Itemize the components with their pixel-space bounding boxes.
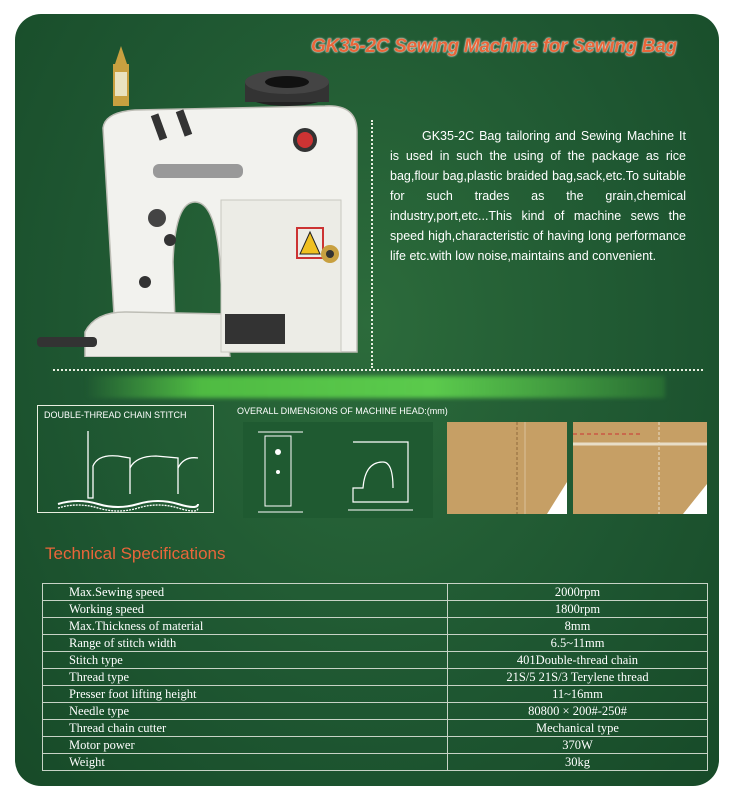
spec-value: 11~16mm	[448, 686, 708, 703]
table-row	[43, 635, 708, 652]
spec-value: 6.5~11mm	[448, 635, 708, 652]
spec-label: Needle type	[43, 703, 448, 720]
table-row	[43, 652, 708, 669]
table-row	[43, 720, 708, 737]
divider-glow	[85, 376, 665, 398]
spec-value: 1800rpm	[448, 601, 708, 618]
table-row	[43, 703, 708, 720]
bag-sample-image	[447, 422, 567, 514]
chain-stitch-diagram	[37, 405, 214, 513]
spec-label: Working speed	[43, 601, 448, 618]
spec-value: 80800 × 200#-250#	[448, 703, 708, 720]
spec-value: 30kg	[448, 754, 708, 771]
spec-table	[42, 583, 708, 771]
spec-label: Thread chain cutter	[43, 720, 448, 737]
sewing-machine-image	[25, 32, 365, 357]
spec-value: 370W	[448, 737, 708, 754]
page-title: GK35-2C Sewing Machine for Sewing Bag	[311, 36, 677, 57]
dimensions-label: OVERALL DIMENSIONS OF MACHINE HEAD:(mm)	[237, 406, 448, 416]
table-row	[43, 669, 708, 686]
bag-sample-image	[573, 422, 707, 514]
spec-label: Motor power	[43, 737, 448, 754]
spec-label: Max.Sewing speed	[43, 584, 448, 601]
spec-value: Mechanical type	[448, 720, 708, 737]
product-panel	[15, 14, 719, 786]
spec-value: 21S/5 21S/3 Terylene thread	[448, 669, 708, 686]
spec-title: Technical Specifications	[45, 544, 226, 563]
spec-label: Stitch type	[43, 652, 448, 669]
product-description: GK35-2C Bag tailoring and Sewing Machine It is used in such the using of the package as rice bag,flour bag,plastic braided bag,sack,etc.To suitable for such trades as the grain,chemical industry,port,etc...This kind of machine sews the speed high,characteristic of having long performance life etc.with low noise,maintains and convenient.	[390, 129, 686, 263]
dimensions-drawing	[243, 422, 433, 518]
table-row	[43, 686, 708, 703]
spec-label: Presser foot lifting height	[43, 686, 448, 703]
table-row	[43, 601, 708, 618]
spec-value: 2000rpm	[448, 584, 708, 601]
chain-stitch-icon	[38, 406, 213, 512]
vertical-divider	[371, 120, 373, 368]
spec-label: Weight	[43, 754, 448, 771]
spec-value: 401Double-thread chain	[448, 652, 708, 669]
table-row	[43, 584, 708, 601]
spec-label: Max.Thickness of material	[43, 618, 448, 635]
table-row	[43, 737, 708, 754]
chain-stitch-label: DOUBLE-THREAD CHAIN STITCH	[44, 410, 187, 420]
table-row	[43, 618, 708, 635]
spec-label: Range of stitch width	[43, 635, 448, 652]
table-row	[43, 754, 708, 771]
spec-label: Thread type	[43, 669, 448, 686]
horizontal-divider	[53, 369, 703, 371]
spec-value: 8mm	[448, 618, 708, 635]
